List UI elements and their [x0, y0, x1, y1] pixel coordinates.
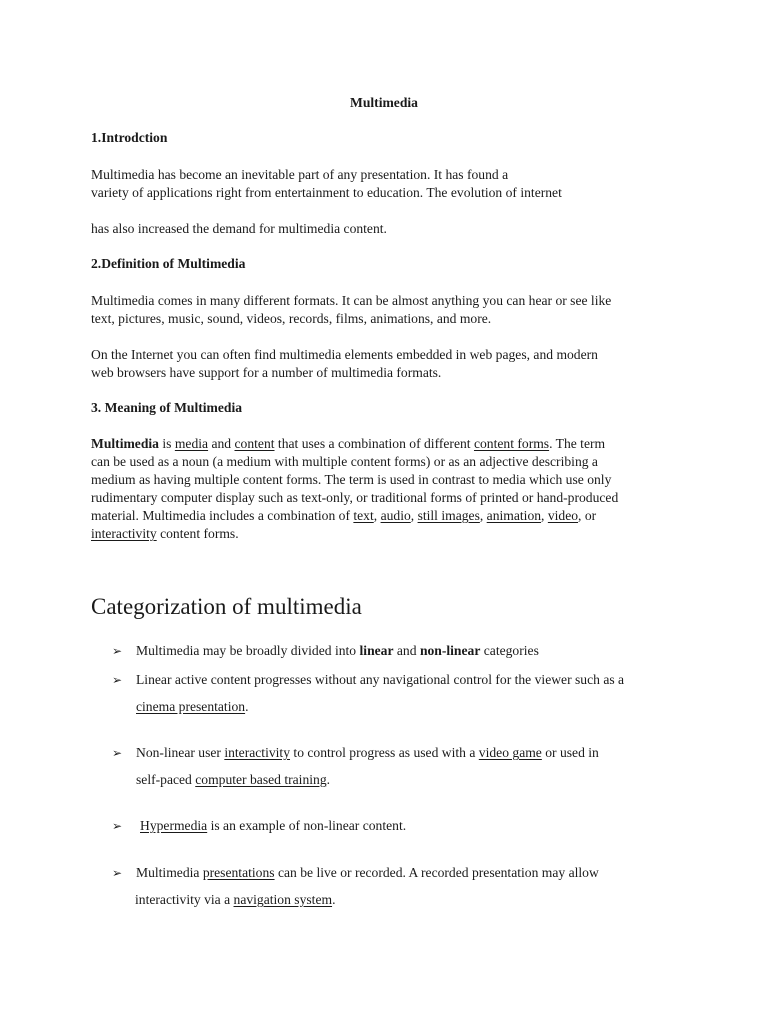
text-run: Non-linear user [136, 745, 225, 760]
text-run: or used in [541, 745, 599, 760]
link-media[interactable]: media [174, 436, 209, 451]
section-2-heading: 2.Definition of Multimedia [91, 256, 246, 271]
arrow-bullet-icon: ➢ [112, 746, 123, 760]
paragraph-line: Multimedia comes in many different formats. It can be almost anything you can hear or see like [91, 293, 612, 308]
arrow-bullet-icon: ➢ [112, 866, 123, 880]
text-run: . The term [549, 436, 606, 451]
text-run: can be live or recorded. A recorded presentation may allow [274, 865, 599, 880]
categorization-heading: Categorization of multimedia [91, 594, 362, 619]
paragraph-line: text, pictures, music, sound, videos, records, films, animations, and more. [91, 311, 492, 326]
paragraph-line [91, 507, 596, 525]
list-item [136, 642, 539, 660]
text-run: to control progress as used with a [290, 745, 479, 760]
link-video[interactable]: video [547, 508, 579, 523]
link-video-game[interactable]: video game [478, 745, 542, 760]
paragraph-line [91, 525, 239, 543]
paragraph-line: Multimedia has become an inevitable part of any presentation. It has found a [91, 167, 509, 182]
text-run: Multimedia [136, 865, 203, 880]
paragraph-line: rudimentary computer display such as text-only, or traditional forms of printed or hand-produced [91, 490, 619, 505]
link-content[interactable]: content [234, 436, 275, 451]
link-navigation-system[interactable]: navigation system [233, 892, 333, 907]
text-run: , [373, 508, 381, 523]
link-interactivity[interactable]: interactivity [91, 526, 157, 541]
text-run: and [208, 436, 235, 451]
text-run: interactivity via a [135, 892, 234, 907]
list-item [136, 864, 599, 882]
link-hypermedia[interactable]: Hypermedia [140, 818, 208, 833]
text-run: content forms. [156, 526, 239, 541]
list-item [140, 817, 406, 835]
text-run: . [245, 699, 249, 714]
link-presentations[interactable]: presentations [202, 865, 275, 880]
list-item [136, 744, 599, 762]
section-1-heading: 1.Introdction [91, 130, 168, 145]
link-text[interactable]: text [353, 508, 374, 523]
text-run: self-paced [136, 772, 196, 787]
link-audio[interactable]: audio [380, 508, 411, 523]
arrow-bullet-icon: ➢ [112, 644, 123, 658]
list-item: Linear active content progresses without any navigational control for the viewer such as a [136, 672, 625, 687]
text-run: . [332, 892, 336, 907]
text-run: , or [578, 508, 597, 523]
link-animation[interactable]: animation [486, 508, 542, 523]
bold-term: linear [359, 643, 394, 658]
document-title: Multimedia [350, 95, 418, 110]
text-run: . [326, 772, 331, 787]
text-run: material. Multimedia includes a combination of [91, 508, 354, 523]
text-run: , [541, 508, 548, 523]
text-run: is an example of non-linear content. [207, 818, 407, 833]
paragraph-line: On the Internet you can often find multimedia elements embedded in web pages, and modern [91, 347, 598, 362]
paragraph-line: web browsers have support for a number of multimedia formats. [91, 365, 442, 380]
text-run: and [393, 643, 420, 658]
list-item-continuation [135, 891, 335, 909]
paragraph-line: can be used as a noun (a medium with multiple content forms) or as an adjective describing a [91, 454, 598, 469]
link-content-forms[interactable]: content forms [473, 436, 550, 451]
link-interactivity[interactable]: interactivity [224, 745, 291, 760]
paragraph-line: medium as having multiple content forms. The term is used in contrast to media which use only [91, 472, 612, 487]
link-computer-based-training[interactable]: computer based training [195, 772, 327, 787]
paragraph-line: variety of applications right from entertainment to education. The evolution of internet [91, 185, 562, 200]
paragraph-line: has also increased the demand for multimedia content. [91, 221, 387, 236]
list-item-continuation [136, 771, 330, 789]
text-run: Multimedia may be broadly divided into [136, 643, 360, 658]
paragraph-line [91, 435, 605, 453]
text-run: , [410, 508, 418, 523]
section-3-heading: 3. Meaning of Multimedia [91, 400, 243, 415]
bold-term: Multimedia [91, 436, 159, 451]
link-cinema-presentation[interactable]: cinema presentation [136, 699, 246, 714]
arrow-bullet-icon: ➢ [112, 819, 123, 833]
arrow-bullet-icon: ➢ [112, 673, 123, 687]
bold-term: non-linear [419, 643, 481, 658]
text-run: is [158, 436, 175, 451]
text-run: , [479, 508, 487, 523]
list-item-continuation [136, 698, 249, 716]
text-run: categories [480, 643, 539, 658]
text-run: that uses a combination of different [274, 436, 474, 451]
link-still-images[interactable]: still images [417, 508, 480, 523]
